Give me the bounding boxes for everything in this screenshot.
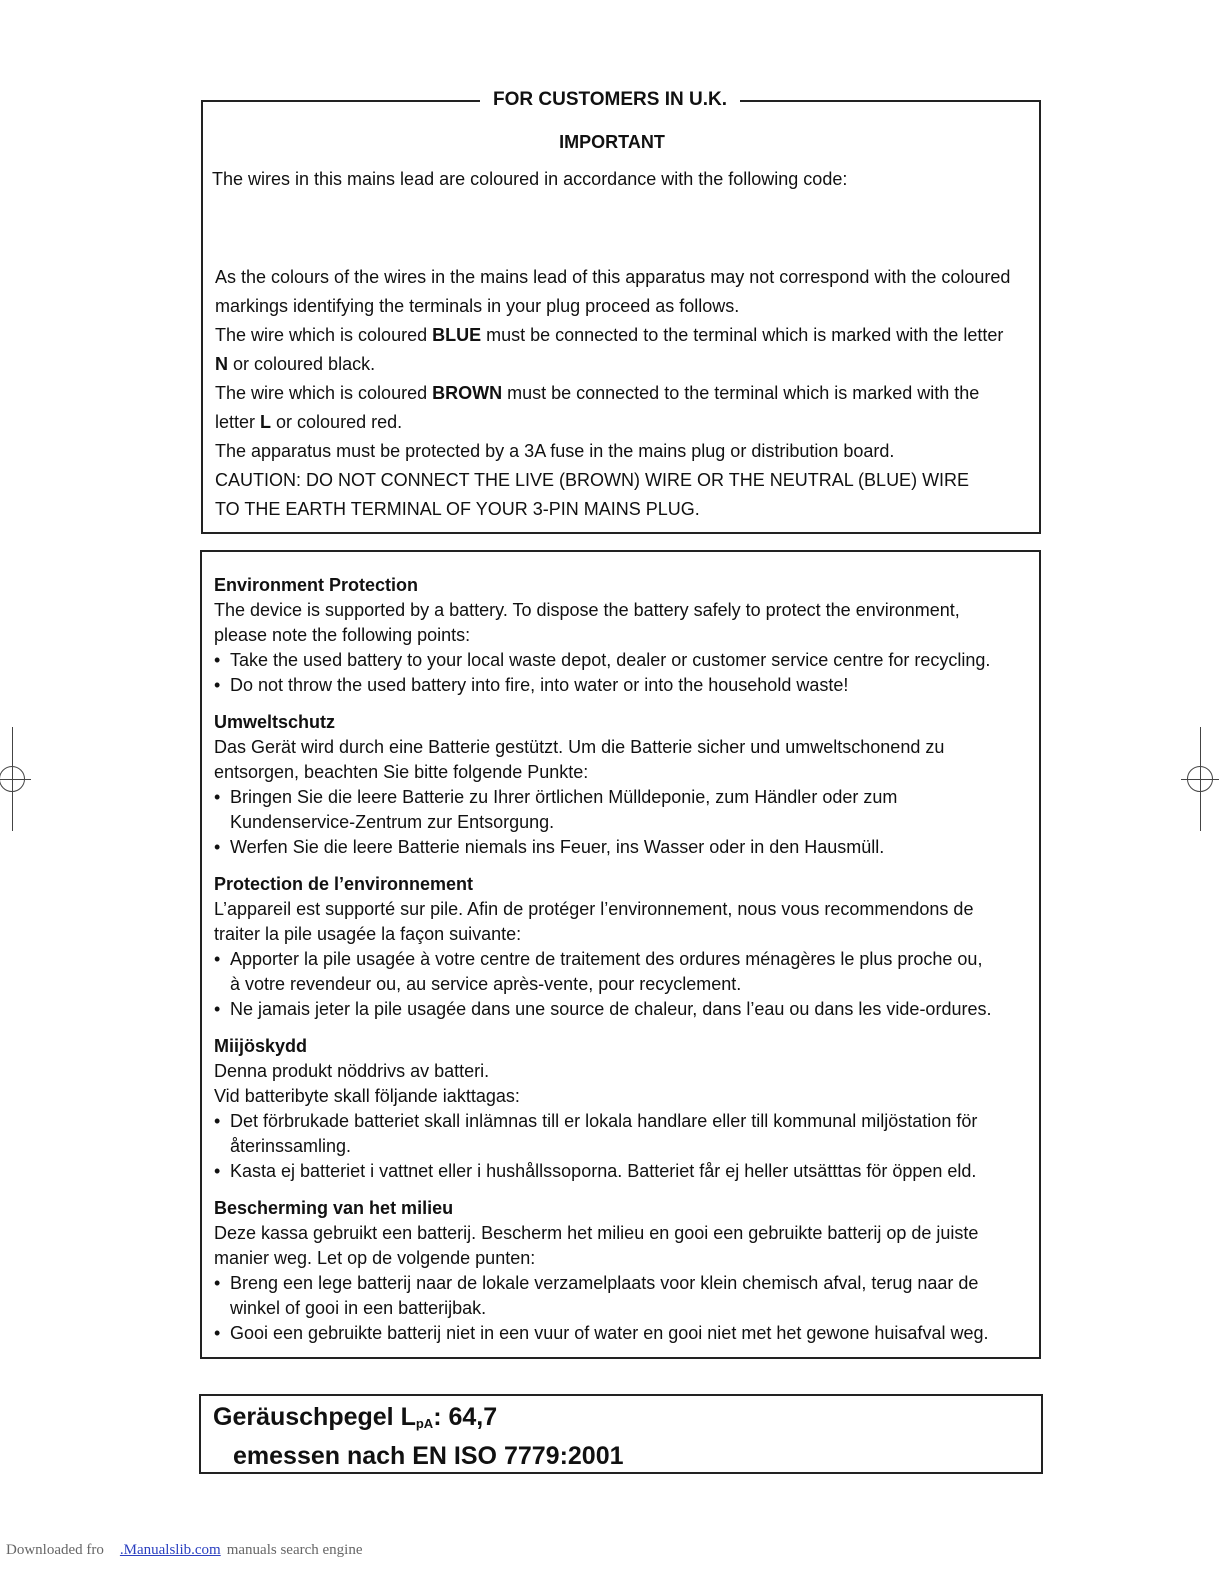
noise-level-line: Geräuschpegel $L_{pA}$: 64,7 (213, 1403, 498, 1431)
env-section-fr (214, 872, 1034, 1022)
env-bullet-list (214, 1109, 1034, 1184)
footer (6, 1542, 363, 1559)
env-bullet-item (214, 673, 1034, 698)
env-bullet-line: • Breng een lege batterij naar de lokale verzamelplaats voor klein chemisch afval, terug naar de (230, 1273, 979, 1293)
env-section-title: Miijöskydd (214, 1036, 308, 1056)
env-bullet-line: • Det förbrukade batteriet skall inlämnas till er lokala handlare eller till kommunal miljöstation för (230, 1111, 978, 1131)
env-section-title: Umweltschutz (214, 712, 336, 732)
footer-prefix: Downloaded fro (6, 1542, 104, 1558)
env-bullet-item (214, 1109, 1034, 1159)
env-bullet-line: Kundenservice-Zentrum zur Entsorgung. (230, 812, 555, 832)
manualslib-link[interactable]: .Manualslib.com (119, 1542, 221, 1558)
env-section-text: Denna produkt nöddrivs av batteri. (214, 1061, 490, 1081)
env-section-title: Protection de l’environnement (214, 874, 474, 894)
uk-notice-heading: FOR CUSTOMERS IN U.K. (480, 88, 740, 112)
env-bullet-list (214, 1271, 1034, 1346)
env-bullet-item (214, 1321, 1034, 1346)
footer-suffix: manuals search engine (226, 1542, 363, 1558)
env-bullet-list (214, 648, 1034, 698)
brown-wire-line: The wire which is coloured BROWN must be connected to the terminal which is marked with the (215, 383, 980, 403)
env-bullet-line: • Gooi een gebruikte batterij niet in een vuur of water en gooi niet met het gewone huisafval weg. (230, 1323, 989, 1343)
env-section-text: entsorgen, beachten Sie bitte folgende Punkte: (214, 762, 589, 782)
env-section-text: Deze kassa gebruikt een batterij. Bescherm het milieu en gooi een gebruikte batterij op de juiste (214, 1223, 979, 1243)
env-bullet-item (214, 785, 1034, 835)
env-bullet-item (214, 648, 1034, 673)
env-bullet-item (214, 1271, 1034, 1321)
environment-sections (214, 573, 1034, 1358)
para-line: As the colours of the wires in the mains lead of this apparatus may not correspond with the coloured (215, 267, 1011, 287)
env-section-nl (214, 1196, 1034, 1346)
env-bullet-line: • Werfen Sie die leere Batterie niemals ins Feuer, ins Wasser oder in den Hausmüll. (230, 837, 885, 857)
env-bullet-line: återinssamling. (230, 1136, 352, 1156)
env-section-title: Environment Protection (214, 575, 419, 595)
env-bullet-item (214, 1159, 1034, 1184)
env-section-text: please note the following points: (214, 625, 471, 645)
env-section-title: Bescherming van het milieu (214, 1198, 454, 1218)
wires-intro: The wires in this mains lead are coloured in accordance with the following code: (212, 169, 848, 189)
env-bullet-line: • Ne jamais jeter la pile usagée dans une source de chaleur, dans l’eau ou dans les vide-ordures. (230, 999, 992, 1019)
env-section-text: Das Gerät wird durch eine Batterie gestützt. Um die Batterie sicher und umweltschonend zu (214, 737, 945, 757)
env-bullet-line: • Bringen Sie die leere Batterie zu Ihrer örtlichen Mülldeponie, zum Händler oder zum (230, 787, 898, 807)
fuse-line: The apparatus must be protected by a 3A fuse in the mains plug or distribution board. (215, 441, 895, 461)
caution-line: TO THE EARTH TERMINAL OF YOUR 3-PIN MAINS PLUG. (215, 499, 700, 519)
env-bullet-line: • Do not throw the used battery into fire, into water or into the household waste! (230, 675, 849, 695)
para-line: markings identifying the terminals in your plug proceed as follows. (215, 296, 740, 316)
env-bullet-line: • Take the used battery to your local waste depot, dealer or customer service centre for recycling. (230, 650, 991, 670)
env-section-text: L’appareil est supporté sur pile. Afin de protéger l’environnement, nous vous recommendons de (214, 899, 974, 919)
env-section-sv (214, 1034, 1034, 1184)
env-bullet-item (214, 997, 1034, 1022)
env-bullet-list (214, 785, 1034, 860)
uk-instructions (215, 263, 1035, 524)
env-bullet-line: • Apporter la pile usagée à votre centre de traitement des ordures ménagères le plus proche ou, (230, 949, 983, 969)
env-bullet-item (214, 947, 1034, 997)
blue-wire-line: The wire which is coloured BLUE must be connected to the terminal which is marked with the letter (215, 325, 1004, 345)
env-section-text: traiter la pile usagée la façon suivante: (214, 924, 522, 944)
brown-wire-letter-line: letter L or coloured red. (215, 412, 403, 432)
caution-line: CAUTION: DO NOT CONNECT THE LIVE (BROWN) WIRE OR THE NEUTRAL (BLUE) WIRE (215, 470, 970, 490)
env-section-en (214, 573, 1034, 698)
env-section-de (214, 710, 1034, 860)
env-section-text: manier weg. Let op de volgende punten: (214, 1248, 536, 1268)
env-bullet-line: à votre revendeur ou, au service après-vente, pour recyclement. (230, 974, 742, 994)
important-heading: IMPORTANT (559, 132, 665, 152)
noise-standard-line: emessen nach EN ISO 7779:2001 (233, 1442, 624, 1470)
env-bullet-line: winkel of gooi in een batterijbak. (230, 1298, 487, 1318)
env-section-text: Vid batteribyte skall följande iakttagas: (214, 1086, 520, 1106)
env-bullet-line: • Kasta ej batteriet i vattnet eller i hushållssoporna. Batteriet får ej heller utsätttas för öppen eld. (230, 1161, 977, 1181)
env-section-text: The device is supported by a battery. To dispose the battery safely to protect the environment, (214, 600, 960, 620)
env-bullet-list (214, 947, 1034, 1022)
noise-level-text (213, 1401, 624, 1473)
blue-wire-letter-line: N or coloured black. (215, 354, 376, 374)
env-bullet-item (214, 835, 1034, 860)
